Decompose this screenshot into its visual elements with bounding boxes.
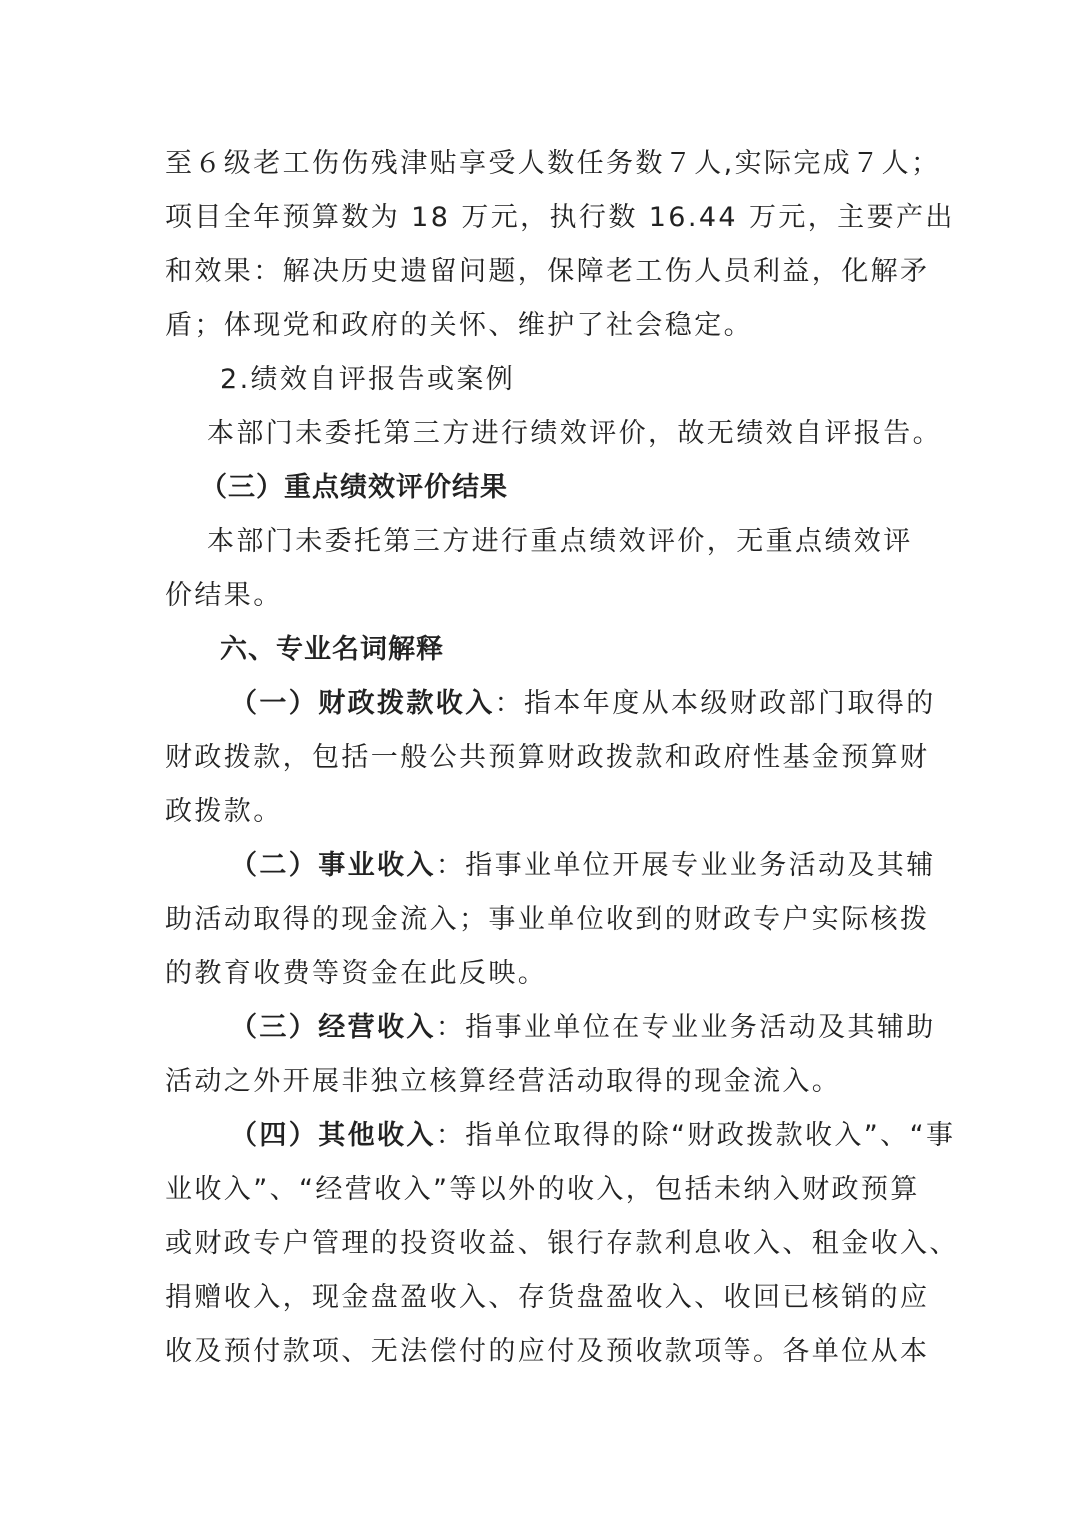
term-definition-line [230, 846, 990, 886]
paragraph-line: 政拨款。 [165, 796, 283, 827]
paragraph-line: 活动之外开展非独立核算经营活动取得的现金流入。 [165, 1066, 842, 1097]
term-definition-line [230, 684, 990, 724]
term-label: （二）事业收入 [230, 850, 436, 881]
paragraph-line: 价结果。 [165, 580, 283, 611]
paragraph-line: 收及预付款项、无法偿付的应付及预收款项等。各单位从本 [165, 1336, 930, 1367]
paragraph-line: 财政拨款，包括一般公共预算财政拨款和政府性基金预算财 [165, 742, 930, 773]
paragraph-line: 本部门未委托第三方进行绩效评价，故无绩效自评报告。 [207, 418, 942, 449]
term-definition-line [230, 1116, 990, 1156]
term-text: ：指本年度从本级财政部门取得的 [494, 688, 936, 719]
paragraph-line: 业收入”、“经营收入”等以外的收入，包括未纳入财政预算 [165, 1174, 920, 1205]
paragraph-line: 和效果：解决历史遗留问题，保障老工伤人员利益，化解矛 [165, 256, 930, 287]
term-text: ：指单位取得的除“财政拨款收入”、“事 [435, 1120, 956, 1151]
subsection-heading: 2.绩效自评报告或案例 [220, 364, 516, 395]
term-text: ：指事业单位在专业业务活动及其辅助 [435, 1012, 936, 1043]
term-label: （三）经营收入 [230, 1012, 436, 1043]
paragraph-line: 盾；体现党和政府的关怀、维护了社会稳定。 [165, 310, 753, 341]
paragraph-line: 本部门未委托第三方进行重点绩效评价，无重点绩效评 [207, 526, 913, 557]
term-label: （四）其他收入 [230, 1120, 436, 1151]
term-label: （一）财政拨款收入 [230, 688, 495, 719]
paragraph-line: 的教育收费等资金在此反映。 [165, 958, 548, 989]
paragraph-line: 项目全年预算数为 18 万元，执行数 16.44 万元，主要产出 [165, 202, 955, 233]
paragraph-line: 至６级老工伤伤残津贴享受人数任务数７人,实际完成７人； [165, 148, 941, 179]
term-text: ：指事业单位开展专业业务活动及其辅 [435, 850, 936, 881]
paragraph-line: 或财政专户管理的投资收益、银行存款利息收入、租金收入、 [165, 1228, 959, 1259]
section-heading: （三）重点绩效评价结果 [200, 472, 508, 503]
paragraph-line: 捐赠收入，现金盘盈收入、存货盘盈收入、收回已核销的应 [165, 1282, 930, 1313]
paragraph-line: 助活动取得的现金流入；事业单位收到的财政专户实际核拨 [165, 904, 930, 935]
chapter-heading: 六、专业名词解释 [220, 634, 444, 665]
term-definition-line [230, 1008, 990, 1048]
